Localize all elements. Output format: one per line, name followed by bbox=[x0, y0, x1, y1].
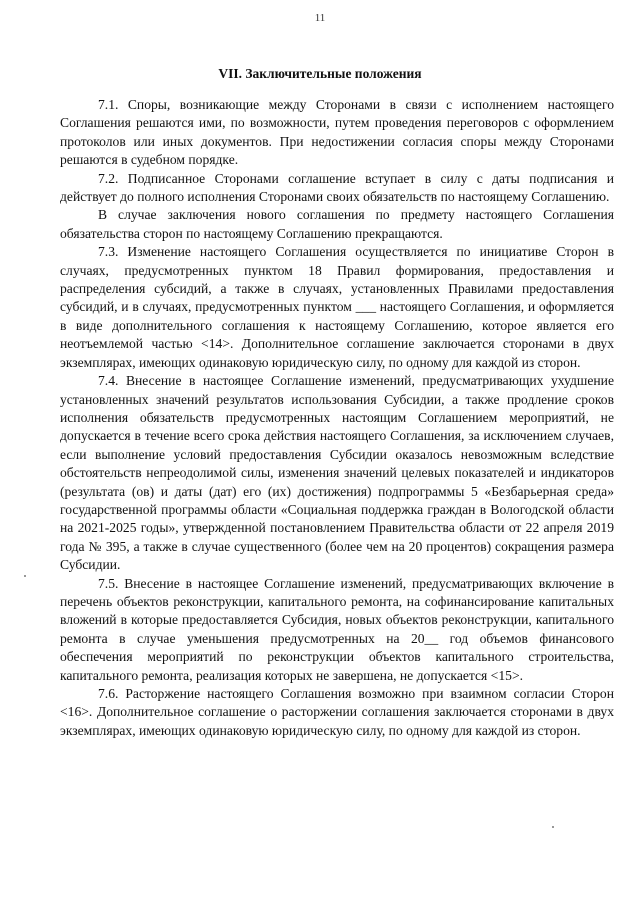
scan-speck bbox=[552, 826, 554, 828]
paragraph-7-5: 7.5. Внесение в настоящее Соглашение изменений, предусматривающих включение в перечень объектов реконструкции, капитального ремонта, на софинансирование капитальных вложений в которые предоставляется Субсидия, новых объектов реконструкции, капитального ремонта в случае уменьшения предусмотренных на 20__ год объемов финансового обеспечения мероприятий по реконструкции объектов капитального строительства, капитального ремонта, реализация которых не завершена, не допускается <15>. bbox=[60, 575, 614, 683]
section-title: VII. Заключительные положения bbox=[218, 66, 422, 81]
paragraph-7-1: 7.1. Споры, возникающие между Сторонами в связи с исполнением настоящего Соглашения решаются ими, по возможности, путем проведения переговоров с оформлением протоколов или иных документов. При недостижении согласия споры между Сторонами решаются в судебном порядке. bbox=[60, 97, 614, 168]
paragraph-7-4: 7.4. Внесение в настоящее Соглашение изменений, предусматривающих ухудшение установленных значений результатов использования Субсидии, а также продление сроков исполнения обязательств предусмотренных настоящим Соглашением мероприятий, не допускается в течение всего срока действия настоящего Соглашения, за исключением случаев, если выполнение условий предоставления Субсидии оказалось невозможным вследствие обстоятельств непреодолимой силы, изменения значений целевых показателей и индикаторов (результата (ов) и даты (дат) его (их) достижения) подпрограммы 5 «Безбарьерная среда» государственной программы области «Социальная поддержка граждан в Вологодской области на 2021-2025 годы», утвержденной постановлением Правительства области от 22 апреля 2019 года № 395, а также в случае существенного (более чем на 20 процентов) сокращения размера Субсидии. bbox=[60, 373, 614, 573]
paragraph-7-3: 7.3. Изменение настоящего Соглашения осуществляется по инициативе Сторон в случаях, предусмотренных пунктом 18 Правил формирования, предоставления и распределения субсидий, а также в случаях, установленных Правилами предоставления субсидий, и в случаях, предусмотренных пунктом ___ настоящего Соглашения, и оформляется в виде дополнительного соглашения к настоящему Соглашению, которое является его неотъемлемой частью <14>. Дополнительное соглашение заключается сторонами в двух экземплярах, имеющих одинаковую юридическую силу, по одному для каждой из сторон. bbox=[60, 244, 614, 370]
scan-speck bbox=[24, 575, 26, 577]
paragraph-7-2-continuation: В случае заключения нового соглашения по предмету настоящего Соглашения обязательства сторон по настоящему Соглашению прекращаются. bbox=[60, 207, 614, 241]
document-body bbox=[60, 96, 614, 740]
paragraph-7-6: 7.6. Расторжение настоящего Соглашения возможно при взаимном согласии Сторон <16>. Дополнительное соглашение о расторжении соглашения заключается сторонами в двух экземплярах, имеющих одинаковую юридическую силу, по одному для каждой из сторон. bbox=[60, 686, 614, 738]
paragraph-7-2: 7.2. Подписанное Сторонами соглашение вступает в силу с даты подписания и действует до полного исполнения Сторонами своих обязательств по настоящему Соглашению. bbox=[60, 170, 614, 205]
page-number: 11 bbox=[314, 12, 326, 24]
